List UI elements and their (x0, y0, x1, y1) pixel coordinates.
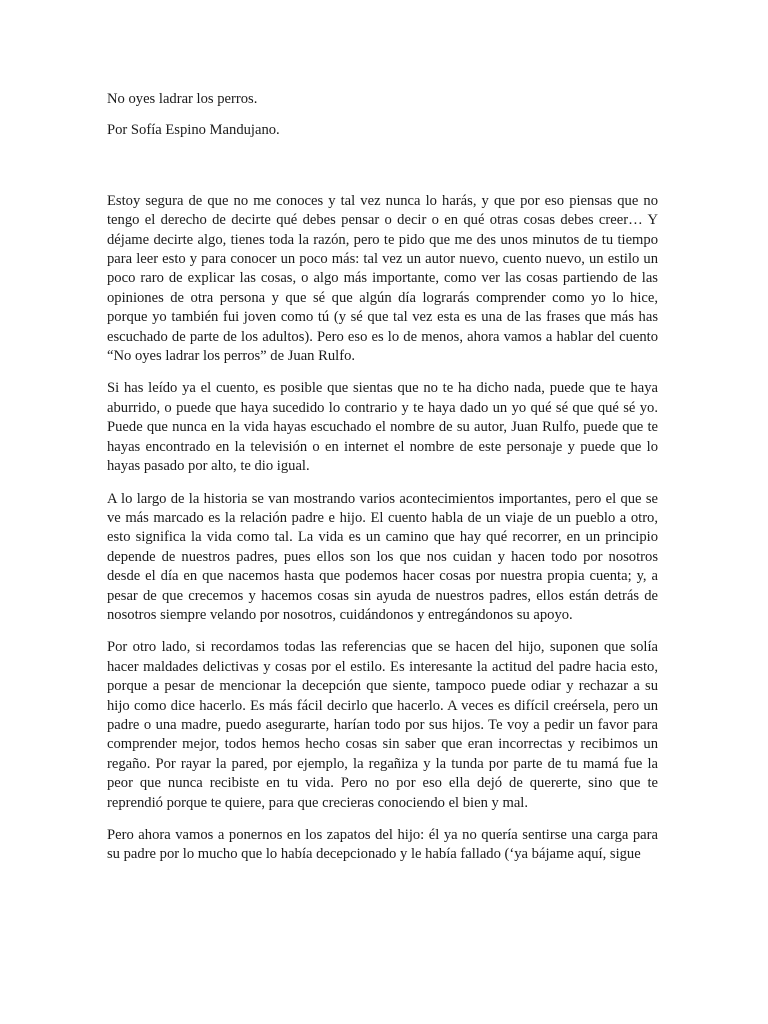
paragraph-reading: Si has leído ya el cuento, es posible que sientas que no te ha dicho nada, puede que te haya aburrido, o puede que haya sucedido lo contrario y te haya dado un yo qué sé que qué sé yo. Puede que nunca en la vida hayas escuchado el nombre de su autor, Juan Rulfo, puede que te hayas encontrado en la televisión o en internet el nombre de este personaje y puede que lo hayas pasado por alto, te dio igual. (107, 380, 658, 475)
paragraph-father-son: A lo largo de la historia se van mostrando varios acontecimientos importantes, pero el que se ve más marcado es la relación padre e hijo. El cuento habla de un viaje de un pueblo a otro, esto significa la vida como tal. La vida es un camino que hay qué recorrer, en un principio depende de nuestros padres, pues ellos son los que nos cuidan y hacen todo por nosotros desde el día en que nacemos hasta que podemos hacer cosas por nuestra propia cuenta; y, a pesar de que crecemos y hacemos cosas sin ayuda de nuestros padres, ellos están detrás de nosotros siempre velando por nosotros, cuidándonos y entregándonos su apoyo. (107, 490, 658, 623)
paragraph-son-references: Por otro lado, si recordamos todas las referencias que se hacen del hijo, suponen que solía hacer maldades delictivas y cosas por el estilo. Es interesante la actitud del padre hacia esto, porque a pesar de mencionar la decepción que siente, tampoco puede odiar y rechazar a su hijo como dice hacerlo. Es más fácil decirlo que hacerlo. A veces es difícil creérsela, pero un padre o una madre, puedo asegurarte, harían todo por sus hijos. Te voy a pedir un favor para comprender mejor, todos hemos hecho cosas sin saber que eran incorrectas y recibimos un regaño. Por rayar la pared, por ejemplo, la regañiza y la tunda por parte de tu mamá fue la peor que nunca recibiste en tu vida. Pero no por eso ella dejó de quererte, sino que te reprendió porque te quiere, para que crecieras conociendo el bien y mal. (107, 639, 658, 811)
author-byline: Por Sofía Espino Mandujano. (107, 122, 280, 139)
paragraph-son-perspective: Pero ahora vamos a ponernos en los zapatos del hijo: él ya no quería sentirse una carga para su padre por lo mucho que lo había decepcionado y le había fallado (‘ya bájame aquí, sigue (107, 827, 658, 863)
document-body (107, 90, 658, 878)
paragraph-intro: Estoy segura de que no me conoces y tal vez nunca lo harás, y que por eso piensas que no tengo el derecho de decirte qué debes pensar o decir o en qué otras cosas debes creer… Y déjame decirte algo, tienes toda la razón, pero te pido que me des unos minutos de tu tiempo para leer esto y para conocer un poco más: tal vez un autor nuevo, cuento nuevo, un estilo un poco raro de explicar las cosas, o algo más importante, como ver las cosas partiendo de las opiniones de otra persona y que sé que algún día lograrás comprender como yo lo hice, porque yo también fui joven como tú (y sé que tal vez esta es una de las frases que más has escuchado de parte de los adultos). Pero eso es lo de menos, ahora vamos a hablar del cuento “No oyes ladrar los perros” de Juan Rulfo. (107, 192, 658, 365)
document-title: No oyes ladrar los perros. (107, 91, 258, 107)
